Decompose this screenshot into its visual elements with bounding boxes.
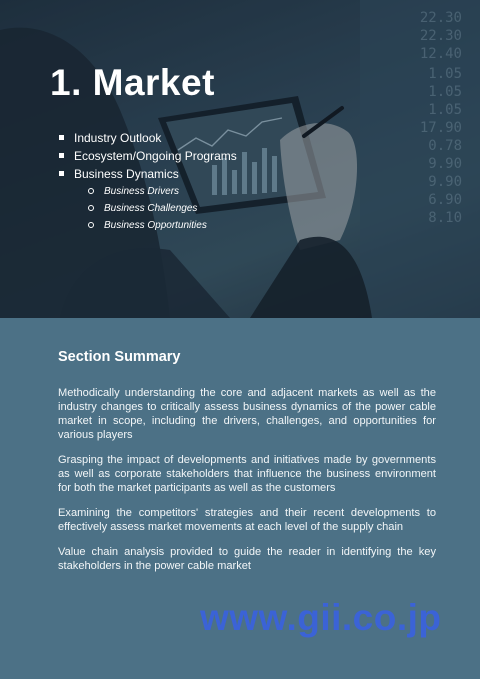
outline-item-label: Ecosystem/Ongoing Programs: [74, 149, 237, 163]
outline-subitem: [88, 200, 237, 217]
outline-list: [58, 129, 237, 234]
square-bullet-icon: [59, 171, 64, 176]
outline-item: [58, 147, 237, 165]
summary-paragraph: Grasping the impact of developments and initiatives made by governments as well as corporate stakeholders that influence the business environment for both the market participants as well as the customers: [58, 454, 436, 494]
board-number: 22.30: [419, 10, 462, 26]
circle-bullet-icon: [88, 222, 94, 228]
outline-subitem-label: Business Drivers: [104, 186, 180, 197]
board-number: 8.10: [428, 210, 462, 226]
summary-paragraph: Examining the competitors' strategies and their recent developments to effectively assess market movements at each level of the supply chain: [58, 507, 436, 533]
board-number: 9.90: [428, 156, 462, 172]
board-number: 6.90: [428, 192, 462, 208]
outline-subitem: [88, 217, 237, 234]
outline-item: [58, 165, 237, 234]
hero-banner: [0, 0, 480, 318]
board-number: 1.05: [428, 84, 462, 100]
outline-subitem: [88, 183, 237, 200]
outline-item: [58, 129, 237, 147]
board-number: 0.78: [428, 138, 462, 154]
board-number: 1.05: [428, 102, 462, 118]
summary-paragraph: Value chain analysis provided to guide the reader in identifying the key stakeholders in the power cable market: [58, 546, 436, 572]
outline-sublist: [74, 183, 237, 234]
brand-watermark: www.gii.co.jp: [200, 597, 442, 638]
board-number: 12.40: [419, 46, 462, 62]
outline-item-label: Business Dynamics: [74, 167, 179, 181]
summary-heading: Section Summary: [58, 349, 181, 365]
outline-subitem-label: Business Challenges: [104, 203, 198, 214]
circle-bullet-icon: [88, 188, 94, 194]
summary-body: [58, 386, 436, 584]
outline-subitem-label: Business Opportunities: [104, 220, 207, 231]
board-number: 22.30: [419, 28, 462, 44]
summary-paragraph: Methodically understanding the core and adjacent markets as well as the industry changes to critically assess business dynamics of the power cable market in scope, including the drivers, challenges, and opportunities for various players: [58, 387, 436, 441]
square-bullet-icon: [59, 153, 64, 158]
outline-item-label: Industry Outlook: [74, 131, 162, 145]
board-number: 1.05: [428, 66, 462, 82]
board-number: 9.90: [428, 174, 462, 190]
circle-bullet-icon: [88, 205, 94, 211]
square-bullet-icon: [59, 135, 64, 140]
board-number: 17.90: [419, 120, 462, 136]
page-title: 1. Market: [50, 62, 215, 103]
